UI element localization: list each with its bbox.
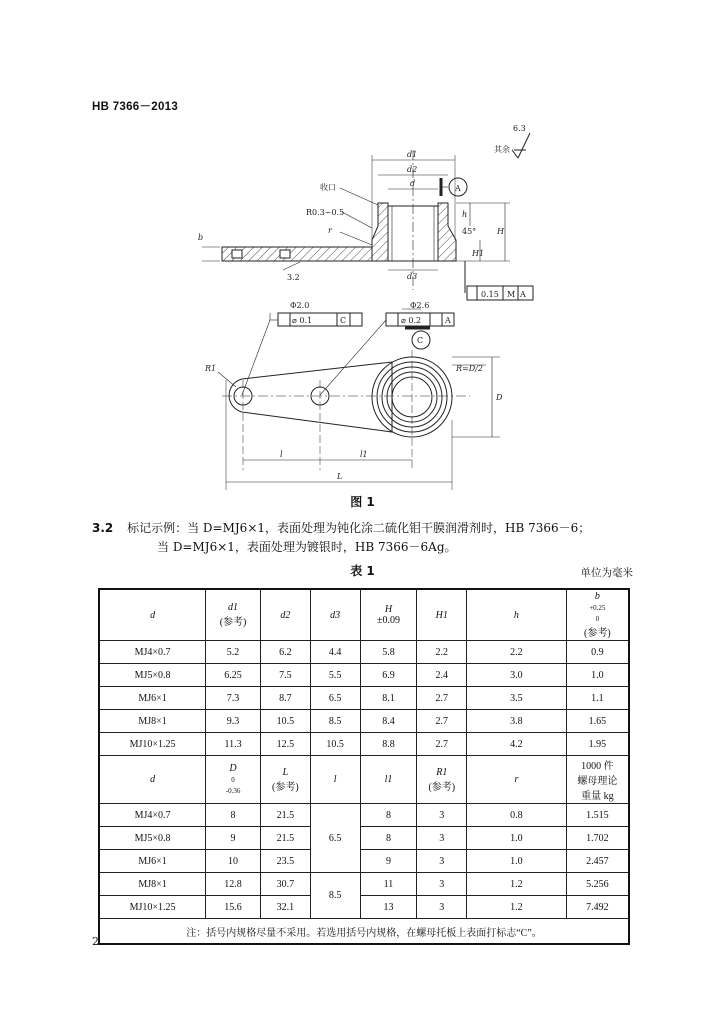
table-cell: 2.7 [417,687,467,710]
table-cell: 11.3 [206,733,261,756]
table-cell: 9 [360,850,417,873]
roughness-other-label: 其余 [494,145,510,154]
th2-L: L (参考) [260,756,310,804]
clause-number: 3.2 [92,521,114,535]
table-cell: 1.2 [467,873,567,896]
d3-label: d3 [407,272,418,281]
table-cell: 23.5 [260,850,310,873]
l1-label: l1 [360,450,368,459]
table-cell: 13 [360,896,417,919]
table-cell: 4.4 [310,641,360,664]
th-b: b +0.25 0 (参考) [566,589,629,641]
th-h: h [467,589,567,641]
th2-r: r [467,756,567,804]
table-cell: 3.8 [467,710,567,733]
spec-table [98,588,630,945]
hole2-datum: A [445,316,451,325]
standard-code-header: HB 7366－2013 [92,101,179,113]
table-row [99,664,629,687]
plate-section [222,247,372,261]
table-cell: 2.4 [417,664,467,687]
nut-section-right [438,203,456,261]
figure-caption: 图 1 [350,495,375,509]
table-cell: 12.5 [260,733,310,756]
R-D2-label: R=D/2 [456,364,483,373]
page-number: 2 [92,935,99,948]
table-cell: 10 [206,850,261,873]
r-label: r [328,226,332,235]
clause-line-1: 标记示例：当 D=MJ6×1，表面处理为钝化涂二硫化钼干膜润滑剂时，HB 7366－6； [127,521,591,535]
th-d1: d1 (参考) [206,589,261,641]
th2-l: l [310,756,360,804]
hole2-frame: ⌀ 0.2 [401,316,422,325]
table-cell: 0.8 [467,804,567,827]
table-cell: MJ6×1 [99,687,206,710]
table-cell: 6.25 [206,664,261,687]
table-cell: 3 [417,873,467,896]
table-cell: 2.7 [417,710,467,733]
table-cell: 21.5 [260,827,310,850]
table-cell: 32.1 [260,896,310,919]
table-cell: 8 [206,804,261,827]
clause-line-2: 当 D=MJ6×1，表面处理为镀银时，HB 7366－6Ag。 [157,540,457,554]
table-row [99,827,629,850]
table-cell: 1.515 [566,804,629,827]
nut-section-left [372,203,388,261]
table-cell: 9.3 [206,710,261,733]
th2-weight: 1000 件 螺母理论 重量 kg [566,756,629,804]
table-note-row [99,919,629,945]
th2-l1: l1 [360,756,417,804]
table-cell: 10.5 [260,710,310,733]
table-cell: 5.2 [206,641,261,664]
table-cell: 3.5 [467,687,567,710]
table-cell: 8.1 [360,687,417,710]
table-cell: MJ4×0.7 [99,641,206,664]
hole1-dim: Φ2.0 [290,301,310,310]
table-cell: 2.2 [467,641,567,664]
flatness-m: M [507,290,516,299]
th2-D: D 0 -0.36 [206,756,261,804]
table-cell: 2.457 [566,850,629,873]
table-cell: 3 [417,804,467,827]
table-cell: 5.5 [310,664,360,687]
table-cell: 4.2 [467,733,567,756]
roughness-symbol [512,133,530,158]
table-cell: 8.5 [310,710,360,733]
table-cell: 8.7 [260,687,310,710]
table-cell: MJ5×0.8 [99,827,206,850]
table-cell: MJ8×1 [99,873,206,896]
table-cell: MJ5×0.8 [99,664,206,687]
table-cell: 15.6 [206,896,261,919]
table-cell: 3 [417,896,467,919]
table-row [99,733,629,756]
table-cell: 1.2 [467,896,567,919]
table-cell: 3.0 [467,664,567,687]
table-cell: 2.7 [417,733,467,756]
roughness-value: 6.3 [513,124,526,133]
table-row [99,873,629,896]
r-range-label: R0.3~0.5 [306,208,345,217]
table-cell: 8.4 [360,710,417,733]
table-cell: MJ4×0.7 [99,804,206,827]
hole1-datum: C [340,316,347,325]
H1-label: H1 [472,249,485,258]
th-d: d [99,589,206,641]
table-title: 表 1 [350,564,375,578]
table-cell: MJ10×1.25 [99,896,206,919]
l-label: l [280,450,283,459]
table-cell: MJ8×1 [99,710,206,733]
table-row [99,687,629,710]
table-row [99,896,629,919]
clause-3-2 [92,520,590,536]
table-cell: 6.5 [310,687,360,710]
R1-label: R1 [205,364,217,373]
table-cell: 10.5 [310,733,360,756]
table-cell: 3 [417,827,467,850]
hole1-frame: ⌀ 0.1 [292,316,313,325]
shoukou-label: 收口 [320,183,336,192]
datum-a-label: A [455,184,461,193]
th-d3: d3 [310,589,360,641]
table-cell: 21.5 [260,804,310,827]
b-label: b [198,233,204,242]
table-cell: 0.9 [566,641,629,664]
l-group-2: 8.5 [310,873,360,919]
table-cell: 9 [206,827,261,850]
table-cell: 7.492 [566,896,629,919]
table-row [99,710,629,733]
table-cell: 3 [417,850,467,873]
table-cell: 8.8 [360,733,417,756]
table-cell: 1.0 [467,850,567,873]
table-cell: 2.2 [417,641,467,664]
table-cell: 5.8 [360,641,417,664]
hole2-dim: Φ2.6 [410,301,430,310]
d1-label: d1 [407,150,418,159]
table-cell: 6.2 [260,641,310,664]
datum-c-label: C [417,336,424,345]
th-H: H ±0.09 [360,589,417,641]
table-header-row-1 [99,589,629,641]
L-label: L [337,472,343,481]
l-group-1: 6.5 [310,804,360,873]
table-cell: MJ6×1 [99,850,206,873]
table-cell: 8 [360,804,417,827]
table-cell: 1.1 [566,687,629,710]
table-row [99,641,629,664]
table-cell: 1.95 [566,733,629,756]
technical-drawing [0,0,725,500]
table-cell: 1.0 [566,664,629,687]
table-cell: 30.7 [260,873,310,896]
table-cell: 7.5 [260,664,310,687]
table-cell: 11 [360,873,417,896]
H-label: H [497,227,504,236]
table-cell: 6.9 [360,664,417,687]
th2-R1: R1 (参考) [417,756,467,804]
table-cell: 1.65 [566,710,629,733]
D-label: D [496,393,503,402]
table-cell: 5.256 [566,873,629,896]
table-cell: 1.0 [467,827,567,850]
flatness-datum: A [520,290,526,299]
table-row [99,804,629,827]
d-label: d [410,179,416,188]
unit-note: 单位为毫米 [580,567,633,579]
d2-label: d2 [407,165,418,174]
roughness-32-label: 3.2 [287,273,300,282]
th-d2: d2 [260,589,310,641]
th2-d: d [99,756,206,804]
plan-outline [229,362,392,432]
flatness-tolerance: 0.15 [481,290,499,299]
table-header-row-2 [99,756,629,804]
table-row [99,850,629,873]
table-cell: 7.3 [206,687,261,710]
angle-label: 45° [462,227,477,236]
table-cell: MJ10×1.25 [99,733,206,756]
h-label: h [462,210,468,219]
table-note: 注：括号内规格尽量不采用。若选用括号内规格，在螺母托板上表面打标志“C”。 [99,919,629,945]
table-cell: 1.702 [566,827,629,850]
table-cell: 8 [360,827,417,850]
table-cell: 12.8 [206,873,261,896]
th-H1: H1 [417,589,467,641]
